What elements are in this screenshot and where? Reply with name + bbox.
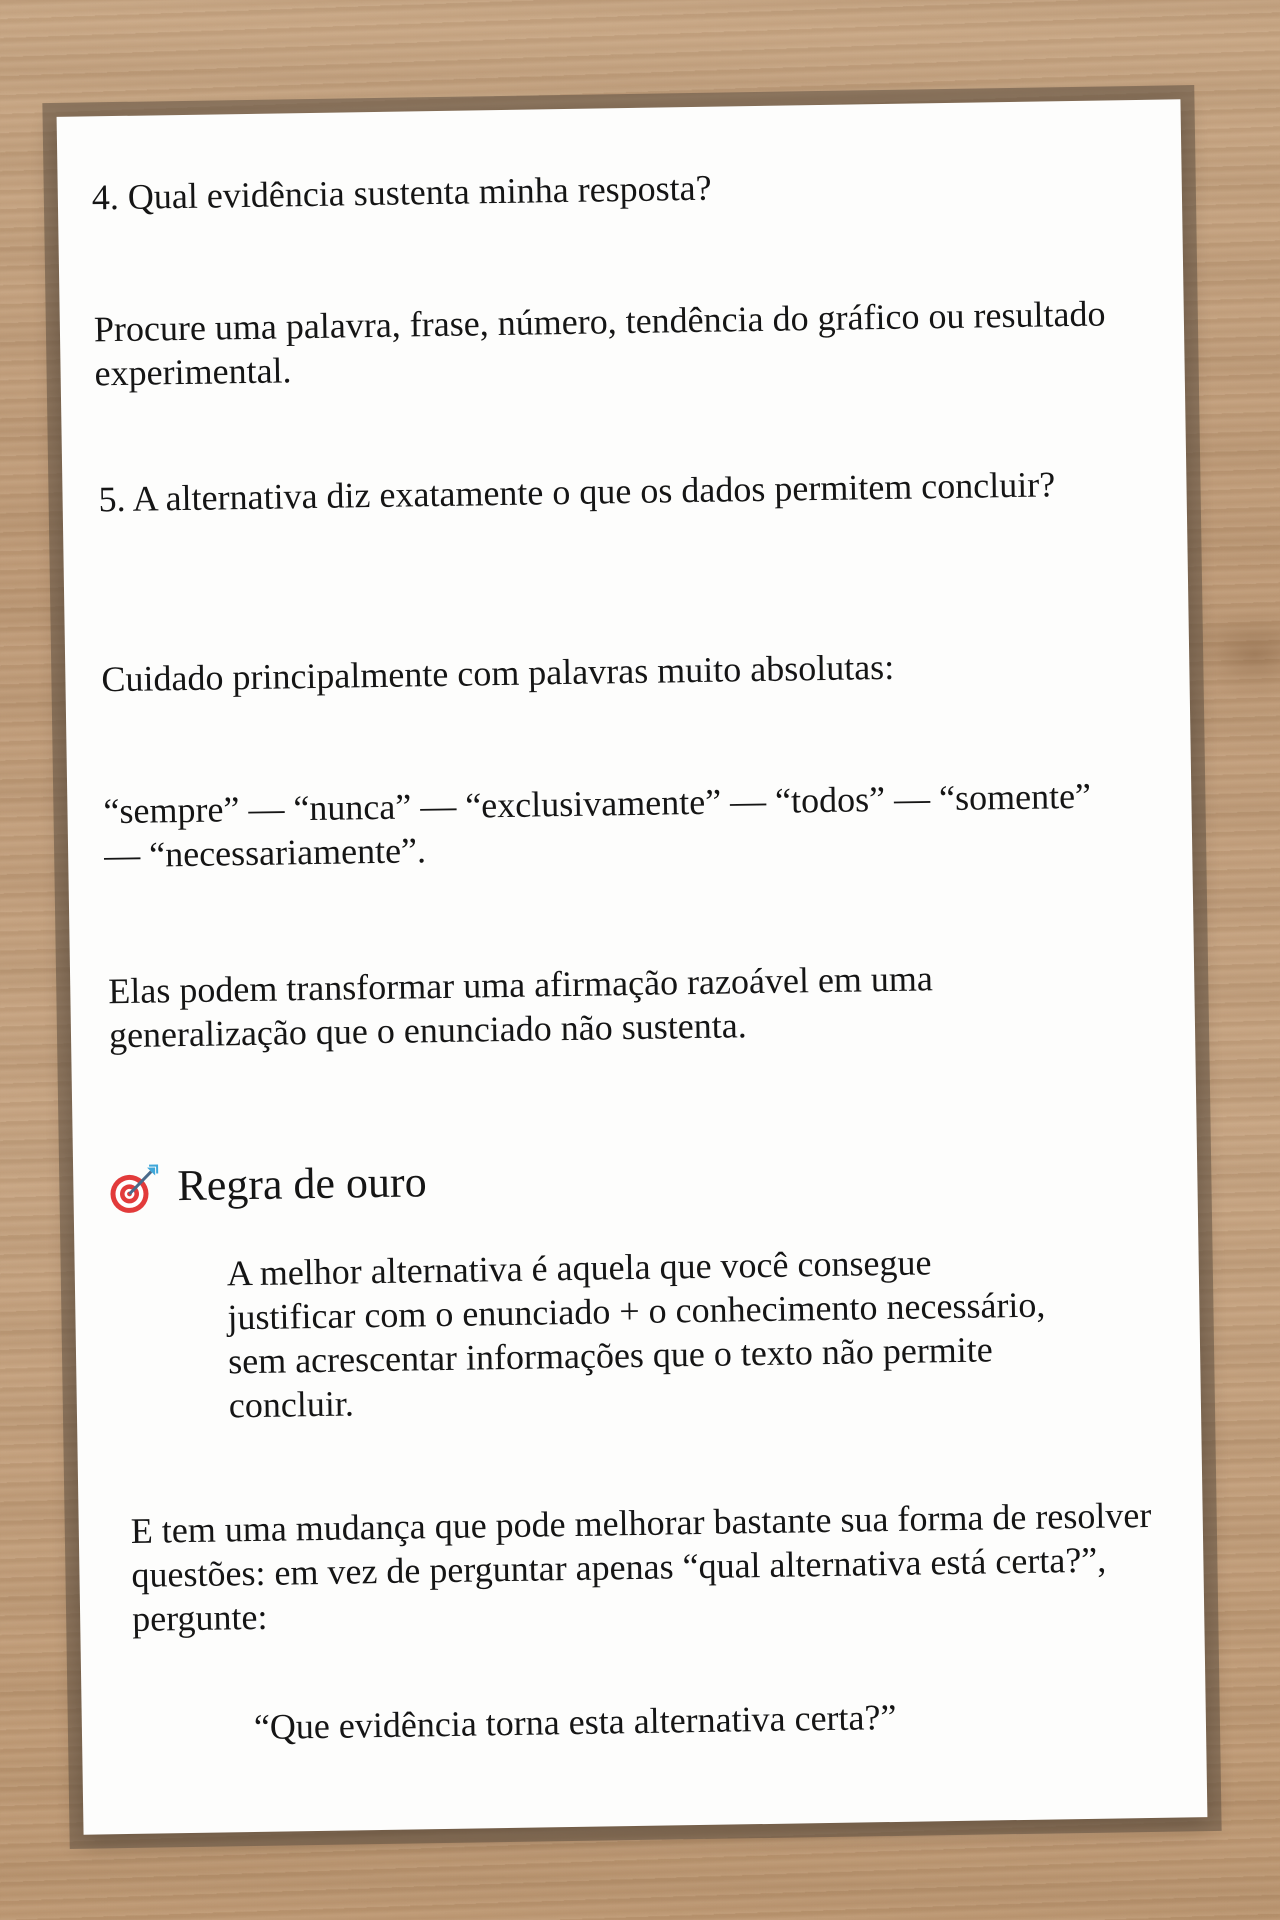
golden-rule-heading bbox=[107, 1153, 427, 1216]
question-5: 5. A alternativa diz exatamente o que os dados permitem concluir? bbox=[98, 464, 1056, 520]
wood-knot bbox=[1180, 610, 1280, 700]
absolute-words-list: “sempre” — “nunca” — “exclusivamente” — “todos” — “somente” — “necessariamente”. bbox=[103, 775, 1092, 876]
closing-quote: “Que evidência torna esta alternativa certa?” bbox=[253, 1696, 897, 1748]
golden-rule-text: A melhor alternativa é aquela que você consegue justificar com o enunciado + o conhecimento necessário, sem acrescentar informações que o texto não permite concluir. bbox=[226, 1242, 1046, 1426]
change-paragraph: E tem uma mudança que pode melhorar bastante sua forma de resolver questões: em vez de perguntar apenas “qual alternativa está certa?”, pergunte: bbox=[130, 1494, 1152, 1639]
golden-rule-title: Regra de ouro bbox=[176, 1157, 427, 1210]
question-4: 4. Qual evidência sustenta minha resposta? bbox=[91, 167, 712, 218]
target-dart-icon bbox=[107, 1163, 160, 1216]
evidence-paragraph: Procure uma palavra, frase, número, tendência do gráfico ou resultado experimental. bbox=[93, 293, 1106, 394]
generalization-paragraph: Elas podem transformar uma afirmação razoável em uma generalização que o enunciado não sustenta. bbox=[108, 958, 934, 1056]
caution-paragraph: Cuidado principalmente com palavras muito absolutas: bbox=[101, 646, 895, 700]
paper-sheet bbox=[57, 99, 1208, 1834]
sheet-content bbox=[91, 142, 1152, 1748]
